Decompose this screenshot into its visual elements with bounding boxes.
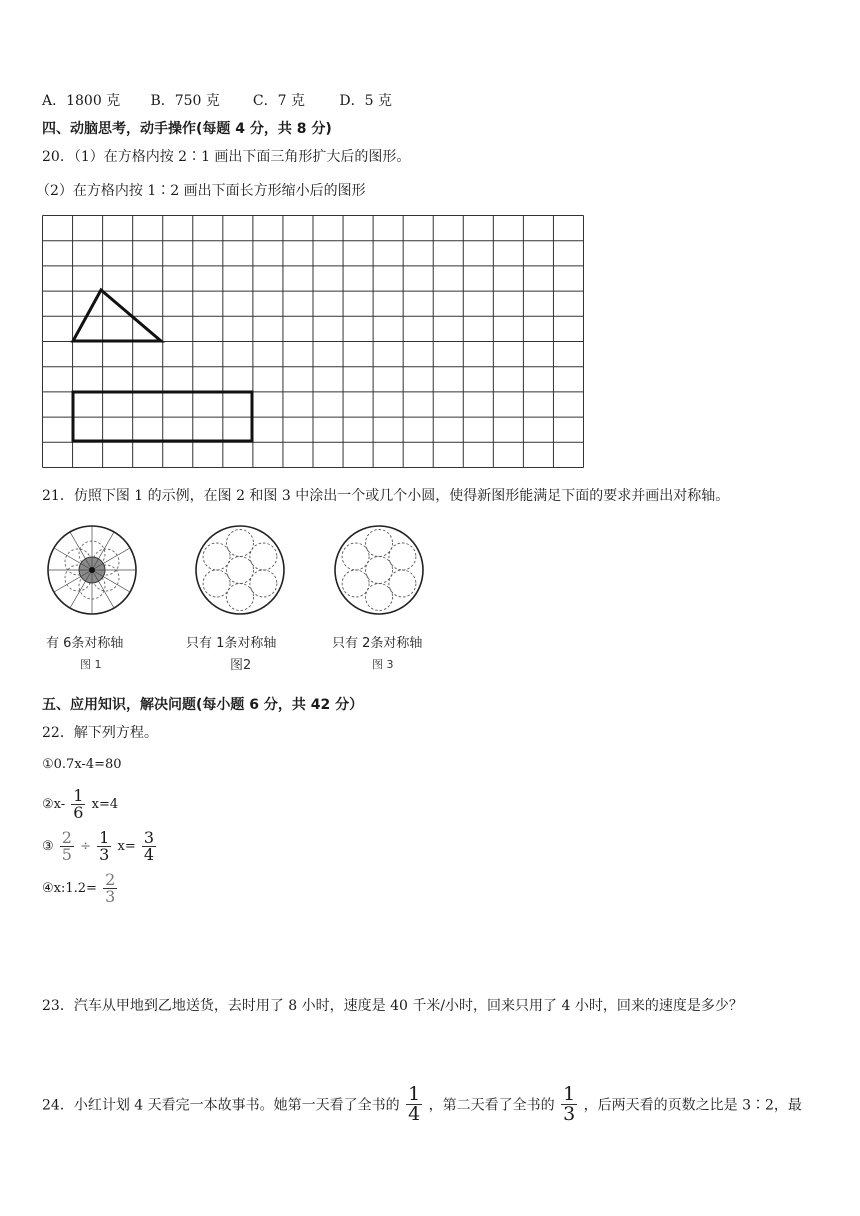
eq2-fraction [71,788,85,821]
q24-text [42,1085,802,1124]
eq2-fraction-num: 1 [73,786,84,805]
figure-3-label: 图 3 [372,658,394,671]
choice-b: B．750 克 [150,93,220,109]
eq3-fraction-1 [60,830,74,863]
q22-equation-2 [42,788,118,821]
q22-equation-1: ①0.7x-4=80 [42,757,122,772]
q24-f1-den: 4 [408,1103,421,1125]
eq3-fraction-3 [142,830,156,863]
q24-part1: 24．小红计划 4 天看完一本故事书。她第一天看了全书的 [42,1097,400,1114]
q23-text: 23．汽车从甲地到乙地送货，去时用了 8 小时，速度是 40 千米/小时，回来只用了 4 小时，回来的速度是多少？ [42,998,743,1014]
grid-triangle [73,290,161,341]
eq3-mid: x= [117,839,136,854]
q24-f1-num: 1 [408,1083,421,1105]
drawing-grid [42,215,584,468]
q24-f2-num: 1 [563,1083,576,1105]
eq3-f1-den: 5 [61,845,72,864]
eq2-prefix: ②x- [42,797,66,812]
eq3-f3-den: 4 [143,845,155,864]
eq4-num: 2 [105,870,116,889]
eq3-operator: ÷ [80,839,92,854]
figure-2-label: 图2 [230,658,252,673]
q24-fraction-2 [561,1085,577,1124]
q22-title: 22．解下列方程。 [42,725,158,741]
q21-text: 21．仿照下图 1 的示例，在图 2 和图 3 中涂出一个或几个小圆，使得新图形能满足下面的要求并画出对称轴。 [42,488,730,504]
eq3-fraction-2 [97,830,111,863]
eq4-den: 3 [105,887,116,906]
figure-1-caption: 有 6条对称轴 [46,636,124,651]
figure-3-caption: 只有 2条对称轴 [332,636,423,651]
q19-choices [42,90,392,110]
choice-c: C．7 克 [252,93,305,109]
eq2-fraction-den: 6 [73,803,84,822]
q24-part2: ，第二天看了全书的 [428,1097,555,1114]
eq4-prefix: ④x:1.2= [42,881,97,896]
choice-a: A．1800 克 [42,93,121,109]
eq3-f3-num: 3 [143,828,155,847]
eq3-f2-den: 3 [99,845,110,864]
q24-f2-den: 3 [563,1103,576,1125]
eq4-fraction [103,872,117,905]
q20-line2: （2）在方格内按 1∶2 画出下面长方形缩小后的图形 [36,183,366,199]
circle-figure-1 [46,524,138,616]
eq2-suffix: x=4 [91,797,119,812]
q22-equation-3 [42,830,158,863]
q24-part3: ，后两天看的页数之比是 3∶2，最 [583,1097,802,1114]
figure-2-caption: 只有 1条对称轴 [186,636,277,651]
circle-figure-2 [194,524,286,616]
q20-line1: 20．（1）在方格内按 2∶1 画出下面三角形扩大后的图形。 [42,149,411,165]
eq3-f1-num: 2 [61,828,72,847]
circle-figure-3 [333,524,425,616]
q24-fraction-1 [406,1085,422,1124]
section-5-title: 五、应用知识，解决问题(每小题 6 分，共 42 分） [42,697,364,713]
choice-d: D．5 克 [339,93,392,109]
eq3-prefix: ③ [42,839,54,854]
eq3-f2-num: 1 [99,828,110,847]
section-4-title: 四、动脑思考，动手操作(每题 4 分，共 8 分) [42,121,332,137]
q22-equation-4 [42,872,119,905]
figure-1-label: 图 1 [80,658,102,671]
